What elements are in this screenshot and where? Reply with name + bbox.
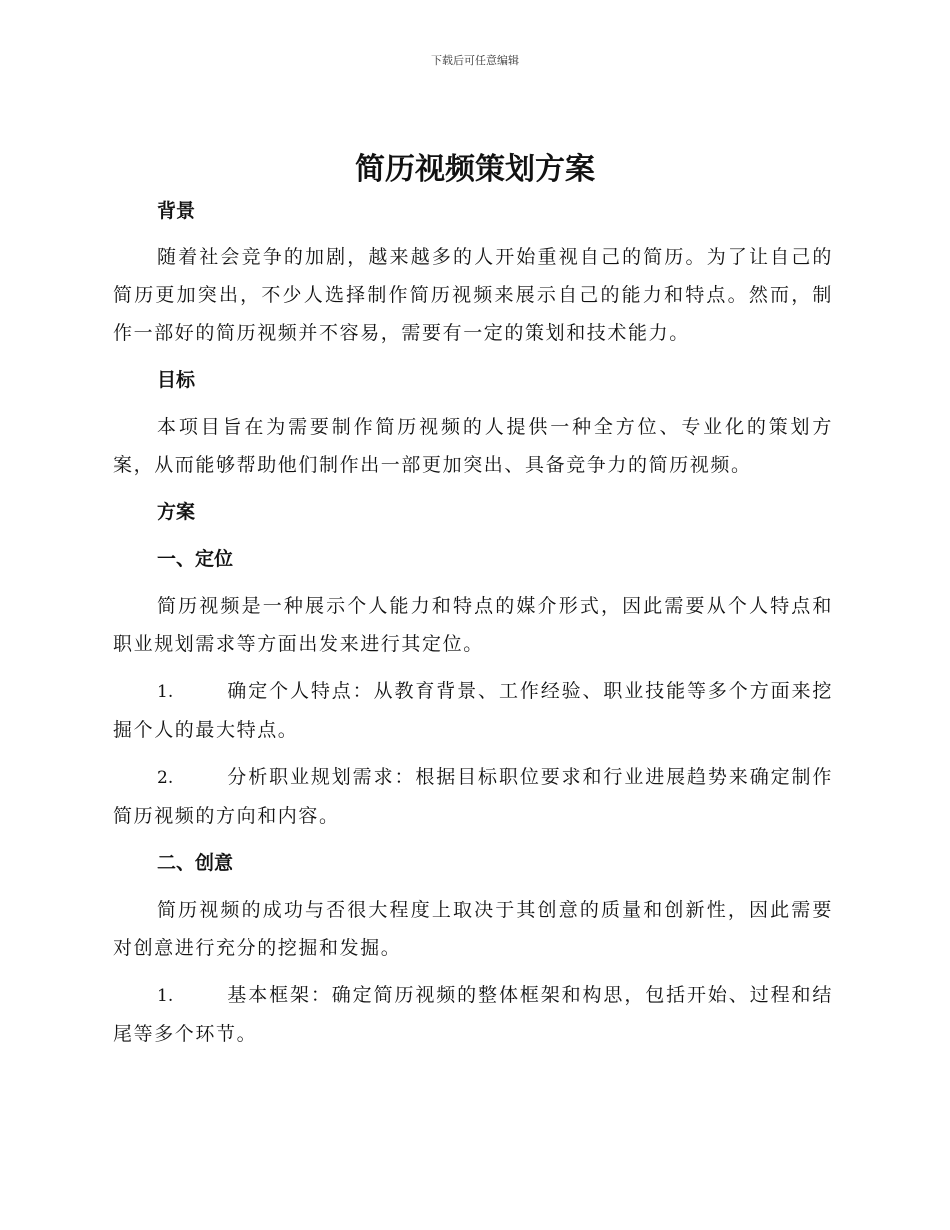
heading-positioning: 一、定位 <box>157 548 234 570</box>
list-item-number: 1. <box>157 682 174 702</box>
paragraph-positioning: 简历视频是一种展示个人能力和特点的媒介形式，因此需要从个人特点和职业规划需求等方面出发来进行其定位。 <box>113 595 833 655</box>
heading-goal: 目标 <box>157 369 196 391</box>
list-item-number: 2. <box>157 768 174 788</box>
document-title: 简历视频策划方案 <box>355 152 595 187</box>
list-item-positioning-2 <box>113 758 833 835</box>
heading-background: 背景 <box>157 200 196 222</box>
list-item-text: 分析职业规划需求：根据目标职位要求和行业进展趋势来确定制作简历视频的方向和内容。 <box>113 766 833 827</box>
list-item-creativity-1 <box>113 976 833 1053</box>
document-body <box>113 192 833 1053</box>
heading-plan: 方案 <box>157 501 196 523</box>
paragraph-background: 随着社会竞争的加剧，越来越多的人开始重视自己的简历。为了让自己的简历更加突出，不少人选择制作简历视频来展示自己的能力和特点。然而，制作一部好的简历视频并不容易，需要有一定的策划和技术能力。 <box>113 246 833 344</box>
paragraph-goal: 本项目旨在为需要制作简历视频的人提供一种全方位、专业化的策划方案，从而能够帮助他们制作出一部更加突出、具备竞争力的简历视频。 <box>113 416 833 476</box>
heading-creativity: 二、创意 <box>157 852 234 874</box>
list-item-text: 确定个人特点：从教育背景、工作经验、职业技能等多个方面来挖掘个人的最大特点。 <box>113 680 833 741</box>
list-item-positioning-1 <box>113 672 833 749</box>
list-item-text: 基本框架：确定简历视频的整体框架和构思，包括开始、过程和结尾等多个环节。 <box>113 984 833 1045</box>
paragraph-creativity: 简历视频的成功与否很大程度上取决于其创意的质量和创新性，因此需要对创意进行充分的挖掘和发掘。 <box>113 899 833 959</box>
list-item-number: 1. <box>157 986 174 1006</box>
page-header: 下载后可任意编辑 <box>431 54 519 67</box>
